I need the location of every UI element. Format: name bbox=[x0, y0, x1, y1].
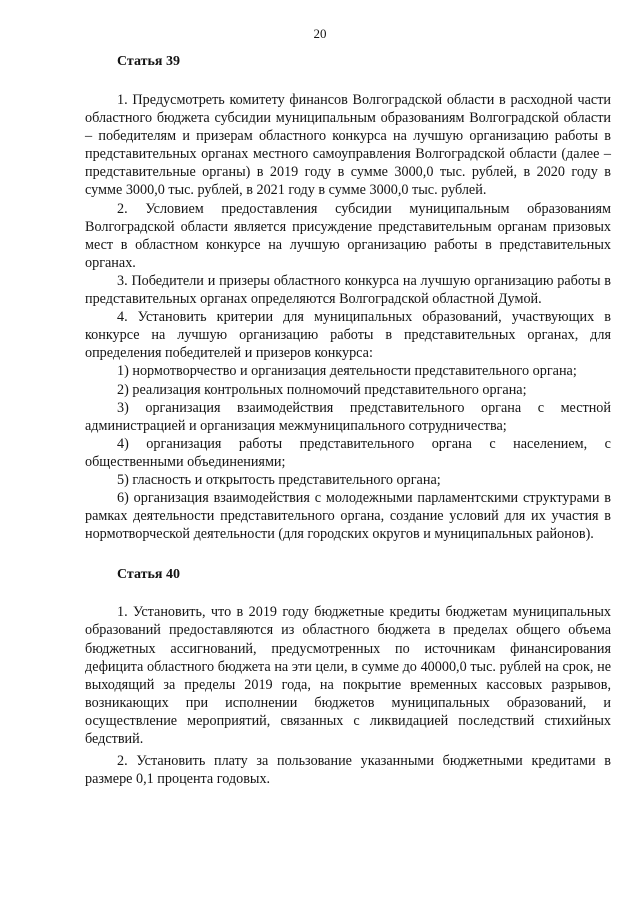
list-item: 1) нормотворчество и организация деятельности представительного органа; bbox=[117, 363, 577, 380]
document-body bbox=[85, 52, 611, 788]
paragraph: 2. Условием предоставления субсидии муниципальным образованиям Волгоградской области является присуждение представительным органам призовых мест в областном конкурсе на лучшую организацию работы в представительных органах. bbox=[85, 200, 611, 271]
paragraph: 4. Установить критерии для муниципальных образований, участвующих в конкурсе на лучшую организацию работы в представительных органах, для определения победителей и призеров конкурса: bbox=[85, 309, 611, 362]
list-item: 4) организация работы представительного органа с населением, с общественными объединениями; bbox=[85, 435, 611, 470]
list-item: 6) организация взаимодействия с молодежными парламентскими структурами в рамках деятельности представительного органа, создание условий для их участия в нормотворческой деятельности (для городских округов и муниципальных районов). bbox=[85, 490, 611, 543]
paragraph: 3. Победители и призеры областного конкурса на лучшую организацию работы в представительных органах определяются Волгоградской областной Думой. bbox=[85, 272, 611, 308]
list-item: 3) организация взаимодействия представительного органа с местной администрацией и организация межмуниципального сотрудничества; bbox=[85, 399, 611, 434]
article-heading: Статья 40 bbox=[117, 567, 180, 583]
article-39 bbox=[85, 52, 611, 543]
paragraph: 1. Предусмотреть комитету финансов Волгоградской области в расходной части областного бюджета субсидии муниципальным образованиям Волгоградской области – победителям и призерам областного конкурса на лучшую организацию работы в представительных органах местного самоуправления Волгоградской области (далее – представительные органы) в 2019 году в сумме 3000,0 тыс. рублей, в 2020 году в сумме 3000,0 тыс. рублей, в 2021 году в сумме 3000,0 тыс. рублей. bbox=[85, 92, 611, 199]
article-40 bbox=[85, 565, 611, 788]
list-item: 5) гласность и открытость представительного органа; bbox=[117, 471, 441, 488]
article-heading: Статья 39 bbox=[117, 54, 180, 69]
paragraph: 2. Установить плату за пользование указанными бюджетными кредитами в размере 0,1 процента годовых. bbox=[85, 753, 611, 788]
paragraph: 1. Установить, что в 2019 году бюджетные кредиты бюджетам муниципальных образований предоставляются из областного бюджета в пределах общего объема бюджетных ассигнований, предусмотренных по источникам финансирования дефицита областного бюджета на эти цели, в сумме до 40000,0 тыс. рублей на срок, не выходящий за пределы 2019 года, на покрытие временных кассовых разрывов, возникающих при исполнении бюджетов муниципальных образований, и осуществление мероприятий, связанных с ликвидацией последствий стихийных бедствий. bbox=[85, 604, 611, 747]
page-number: 20 bbox=[313, 26, 327, 41]
list-item: 2) реализация контрольных полномочий представительного органа; bbox=[117, 381, 527, 398]
